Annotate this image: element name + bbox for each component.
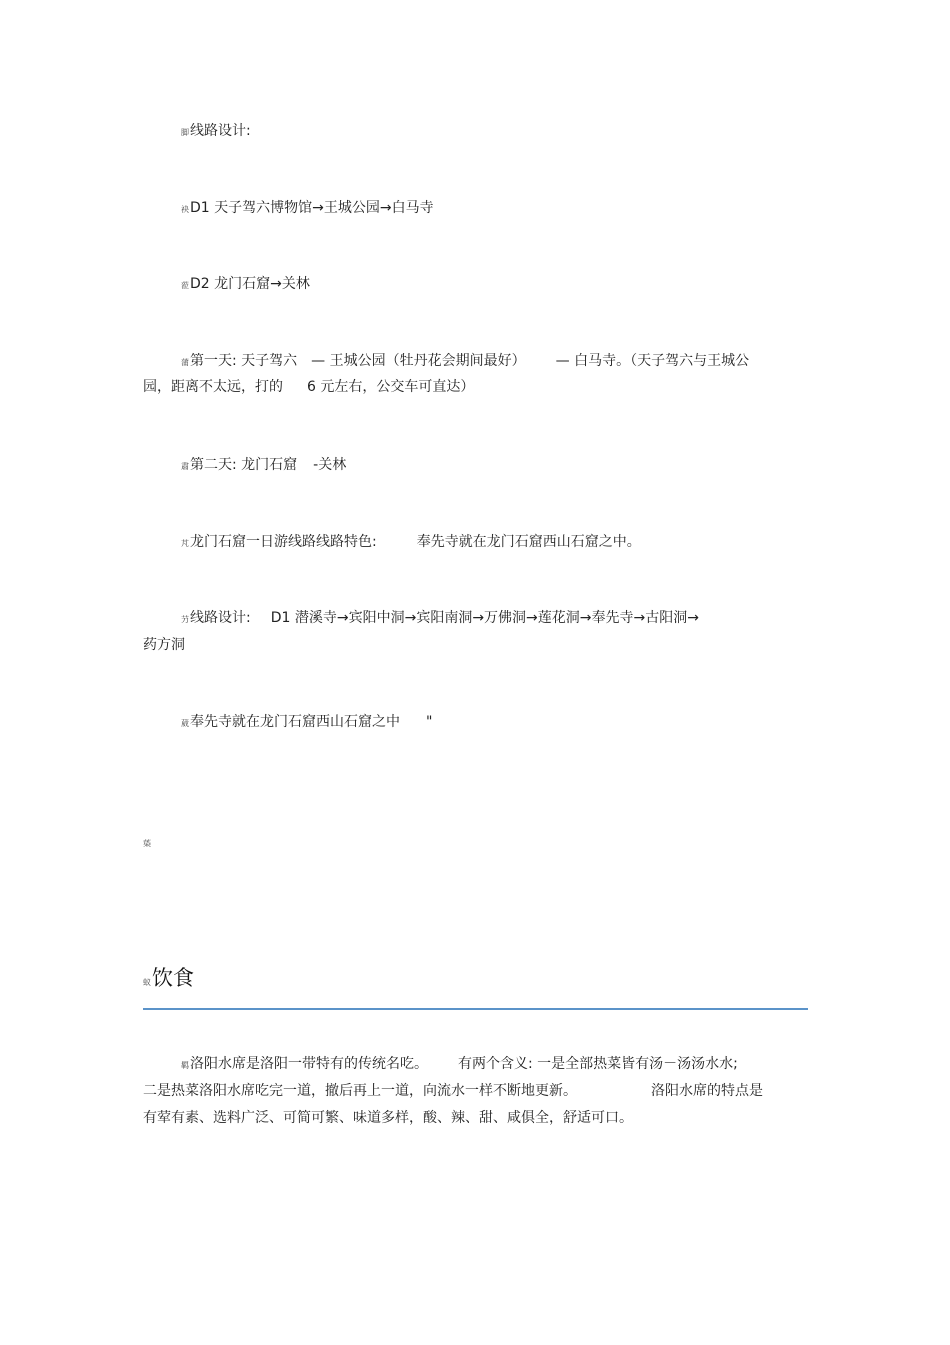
- section-title: 饮食: [152, 966, 194, 990]
- day1-part3: — 白马寺。（天子驾六与王城公: [555, 353, 750, 369]
- route-d2: [143, 271, 831, 299]
- artifact-mark: 羁: [181, 1061, 189, 1070]
- route-d1-detail-part2: D1 潜溪寺→宾阳中洞→宾阳南洞→万佛洞→莲花洞→奉先寺→古阳洞→: [270, 610, 699, 626]
- artifact-mark: 芃: [181, 539, 189, 548]
- day1-line2a: 园，距离不太远，打的: [143, 379, 283, 395]
- route-d1-detail-line2: [143, 632, 793, 658]
- food-paragraph-line3: [143, 1105, 793, 1131]
- route-d1-detail-line2-text: 药方洞: [143, 637, 185, 653]
- day1-paragraph-line2: [143, 374, 793, 400]
- food-line2a: 二是热菜洛阳水席吃完一道，撤后再上一道，向流水一样不断地更新。: [143, 1083, 577, 1099]
- food-line2b: 洛阳水席的特点是: [651, 1083, 763, 1099]
- route-d1-detail: [143, 605, 831, 633]
- fengxian-paragraph: [143, 709, 831, 737]
- route-d1-detail-part1: 线路设计:: [190, 610, 251, 626]
- route-design-text: 线路设计:: [190, 123, 251, 139]
- artifact-mark: 蒞: [181, 281, 189, 290]
- food-paragraph: [143, 1051, 831, 1079]
- route-d2-text: D2 龙门石窟→关林: [190, 276, 310, 292]
- fengxian-part2: ": [426, 714, 433, 730]
- artifact-mark: 蚁: [143, 978, 151, 987]
- day2-part1: 第二天: 龙门石窟: [190, 457, 298, 473]
- food-line3: 有荤有素、选料广泛、可简可繁、味道多样，酸、辣、甜、咸俱全，舒适可口。: [143, 1110, 633, 1126]
- fengxian-part1: 奉先寺就在龙门石窟西山石窟之中: [190, 714, 400, 730]
- food-line1b: 有两个含义: 一是全部热菜皆有汤－汤汤水水;: [458, 1056, 738, 1072]
- day1-part2: — 王城公园（牡丹花会期间最好）: [311, 353, 526, 369]
- stray-mark-line: [143, 829, 793, 857]
- longmen-paragraph: [143, 529, 831, 557]
- route-d1-text: D1 天子驾六博物馆→王城公园→白马寺: [190, 200, 434, 216]
- longmen-part1: 龙门石窟一日游线路线路特色:: [190, 534, 377, 550]
- day2-paragraph: [143, 452, 831, 480]
- food-line1a: 洛阳水席是洛阳一带特有的传统名吃。: [190, 1056, 428, 1072]
- day1-line2b: 6 元左右，公交车可直达）: [307, 379, 475, 395]
- artifact-mark: 蒅: [143, 839, 151, 848]
- artifact-mark: 葳: [181, 719, 189, 728]
- section-divider: [143, 1008, 808, 1010]
- section-heading: [143, 962, 194, 999]
- artifact-mark: 袂: [181, 205, 189, 214]
- route-d1: [143, 195, 831, 223]
- route-design-heading: [143, 118, 831, 146]
- artifact-mark: 肅: [181, 462, 189, 471]
- day1-part1: 第一天: 天子驾六: [190, 353, 298, 369]
- artifact-mark: 芀: [181, 615, 189, 624]
- artifact-mark: 脚: [181, 128, 189, 137]
- longmen-part2: 奉先寺就在龙门石窟西山石窟之中。: [416, 534, 641, 550]
- day1-paragraph: [143, 348, 831, 376]
- day2-part2: -关林: [313, 457, 347, 473]
- artifact-mark: 蒲: [181, 358, 189, 367]
- food-paragraph-line2: [143, 1078, 793, 1104]
